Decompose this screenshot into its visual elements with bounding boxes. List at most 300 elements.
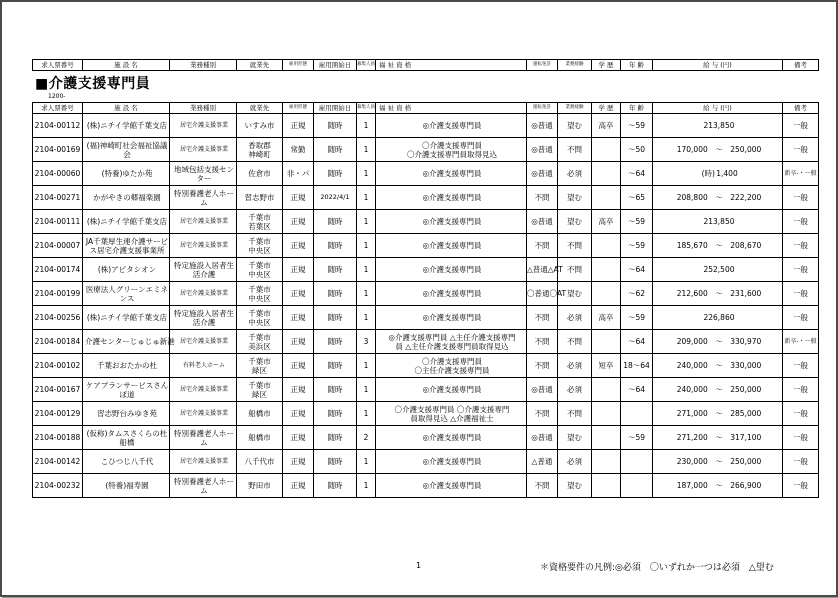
business-type-cell: 居宅介護支援事業 (170, 330, 237, 354)
education-cell (592, 186, 621, 210)
age-cell (621, 402, 653, 426)
salary-min: 185,670 (676, 241, 708, 250)
qualification-line: ◎介護支援専門員 (422, 121, 482, 130)
headcount-cell: 1 (357, 354, 376, 378)
work-location-line: 千葉市 (248, 260, 271, 270)
job-id-cell: 2104-00271 (33, 186, 83, 210)
salary-cell (653, 354, 783, 378)
business-type-cell: 居宅介護支援事業 (170, 138, 237, 162)
job-id-cell: 2104-00007 (33, 234, 83, 258)
qualification-line: 員 △主任介護支援専門員取得見込 (395, 341, 509, 351)
salary-max: 266,900 (730, 481, 762, 490)
employment-type-cell: 正規 (283, 402, 314, 426)
start-date-cell: 随時 (314, 234, 357, 258)
header-cell: 給 与 (円) (653, 60, 783, 71)
facility-name-cell: (特養)福寿園 (83, 474, 170, 498)
work-location-cell (237, 402, 283, 426)
start-date-cell: 随時 (314, 306, 357, 330)
business-type-cell: 特別養護老人ホーム (170, 474, 237, 498)
salary-cell (653, 186, 783, 210)
headcount-cell: 1 (357, 138, 376, 162)
work-location-cell (237, 186, 283, 210)
qualification-line: 員取得見込 △介護福祉士 (410, 413, 494, 423)
remarks-cell: 一般 (783, 378, 819, 402)
license-cell (527, 234, 558, 258)
employment-type-cell: 正規 (283, 450, 314, 474)
header-cell: 就業先 (237, 103, 283, 114)
remarks-cell: 新卒-・一般 (783, 162, 819, 186)
headcount-cell: 2 (357, 426, 376, 450)
experience-cell: 不問 (558, 258, 592, 282)
top-header-table (32, 59, 819, 71)
facility-name-cell: JA千葉厚生連介護サービス居宅介護支援事業所 (83, 234, 170, 258)
headcount-cell: 1 (357, 474, 376, 498)
age-cell: ～59 (621, 306, 653, 330)
age-cell: ～50 (621, 138, 653, 162)
age-cell (621, 450, 653, 474)
work-location-line: 若葉区 (248, 221, 271, 231)
salary-min: 213,850 (703, 121, 735, 130)
employment-type-cell: 正規 (283, 186, 314, 210)
header-cell: 業務経験 (558, 60, 592, 71)
salary-min: 1,400 (716, 169, 738, 178)
business-type-cell: 有料老人ホーム (170, 354, 237, 378)
business-type-cell: 地域包括支援センター (170, 162, 237, 186)
qualification-line: ◎介護支援専門員 (422, 457, 482, 466)
business-type-cell: 特定施設入居者生活介護 (170, 306, 237, 330)
header-cell: 業務種別 (170, 103, 237, 114)
employment-type-cell: 正規 (283, 378, 314, 402)
remarks-cell: 新卒-・一般 (783, 330, 819, 354)
headcount-cell: 1 (357, 234, 376, 258)
work-location-cell (237, 138, 283, 162)
experience-cell: 必須 (558, 162, 592, 186)
salary-cell (653, 114, 783, 138)
headcount-cell: 1 (357, 282, 376, 306)
work-location-cell (237, 306, 283, 330)
qualification-cell (376, 258, 527, 282)
qualification-line: ◎介護支援専門員 (422, 217, 482, 226)
salary-cell (653, 450, 783, 474)
license-cell (527, 354, 558, 378)
salary-min: 170,000 (676, 145, 708, 154)
header-cell: 年 齢 (621, 103, 653, 114)
table-row (33, 474, 819, 498)
salary-range-tilde: ～ (707, 289, 731, 298)
facility-name-cell: 医療法人グリーンエミネンス (83, 282, 170, 306)
salary-range-tilde: ～ (707, 409, 731, 418)
salary-cell (653, 210, 783, 234)
header-cell: 運転免許 (527, 103, 558, 114)
job-id-cell: 2104-00232 (33, 474, 83, 498)
qualification-line: 〇主任介護支援専門員 (414, 365, 490, 375)
employment-type-cell: 正規 (283, 282, 314, 306)
qualification-cell (376, 378, 527, 402)
work-location-cell (237, 378, 283, 402)
job-id-cell: 2104-00184 (33, 330, 83, 354)
salary-range-tilde: ～ (707, 145, 731, 154)
license-cell (527, 186, 558, 210)
job-id-cell: 2104-00167 (33, 378, 83, 402)
header-cell: 就業先 (237, 60, 283, 71)
salary-cell (653, 234, 783, 258)
salary-min: 226,860 (703, 313, 735, 322)
qualification-line: ◎介護支援専門員 (422, 481, 482, 490)
salary-min: 240,000 (676, 385, 708, 394)
header-cell: 給 与 (円) (653, 103, 783, 114)
qualification-line: ◎介護支援専門員 (422, 289, 482, 298)
headcount-cell: 1 (357, 378, 376, 402)
start-date-cell: 随時 (314, 354, 357, 378)
start-date-cell: 随時 (314, 162, 357, 186)
employment-type-cell: 正規 (283, 306, 314, 330)
header-cell: 業務種別 (170, 60, 237, 71)
license-line: 不問 (534, 337, 550, 346)
work-location-line: 千葉市 (248, 212, 271, 222)
work-location-cell (237, 210, 283, 234)
header-cell: 雇用開始日 (314, 103, 357, 114)
license-line: 〇普通 (527, 289, 550, 298)
employment-type-cell: 正規 (283, 210, 314, 234)
remarks-cell: 一般 (783, 426, 819, 450)
work-location-line: 千葉市 (248, 308, 271, 318)
experience-cell: 望む (558, 114, 592, 138)
qualification-cell (376, 186, 527, 210)
license-line: △普通 (527, 265, 548, 274)
table-row (33, 234, 819, 258)
employment-type-cell: 正規 (283, 234, 314, 258)
education-cell: 高卒 (592, 306, 621, 330)
qualification-cell (376, 330, 527, 354)
work-location-line: 緑区 (252, 365, 267, 375)
header-cell: 福 祉 資 格 (376, 103, 527, 114)
business-type-cell: 特別養護老人ホーム (170, 186, 237, 210)
header-cell: 求人票番号 (33, 60, 83, 71)
age-cell (621, 474, 653, 498)
experience-cell: 不問 (558, 402, 592, 426)
business-type-cell: 居宅介護支援事業 (170, 450, 237, 474)
facility-name-cell: 習志野台みゆき苑 (83, 402, 170, 426)
experience-cell: 不問 (558, 234, 592, 258)
table-header-row (33, 103, 819, 114)
employment-type-cell: 正規 (283, 474, 314, 498)
salary-max: 222,200 (730, 193, 762, 202)
remarks-cell: 一般 (783, 306, 819, 330)
table-row (33, 426, 819, 450)
facility-name-cell: こひつじ八千代 (83, 450, 170, 474)
employment-type-cell: 正規 (283, 114, 314, 138)
experience-cell: 不問 (558, 330, 592, 354)
salary-range-tilde: ～ (707, 385, 731, 394)
work-location-cell (237, 354, 283, 378)
salary-range-tilde: ～ (707, 433, 731, 442)
qualification-cell (376, 234, 527, 258)
headcount-cell: 1 (357, 450, 376, 474)
start-date-cell: 随時 (314, 378, 357, 402)
qualification-cell (376, 138, 527, 162)
headcount-cell: 1 (357, 306, 376, 330)
license-line: 不問 (534, 313, 550, 322)
salary-range-tilde: ～ (707, 241, 731, 250)
education-cell (592, 282, 621, 306)
license-cell (527, 450, 558, 474)
header-cell: 福 祉 資 格 (376, 60, 527, 71)
work-location-cell (237, 114, 283, 138)
salary-max: 250,000 (730, 385, 762, 394)
work-location-line: 香取郡 (248, 140, 271, 150)
job-id-cell: 2104-00129 (33, 402, 83, 426)
salary-cell (653, 138, 783, 162)
work-location-cell (237, 474, 283, 498)
salary-min: 208,800 (676, 193, 708, 202)
employment-type-cell: 正規 (283, 426, 314, 450)
facility-name-cell: (株)ニチイ学館千葉支店 (83, 210, 170, 234)
license-cell (527, 114, 558, 138)
salary-max: 285,000 (730, 409, 762, 418)
salary-cell (653, 162, 783, 186)
work-location-line: 船橋市 (248, 409, 271, 418)
salary-max: 330,000 (730, 361, 762, 370)
salary-range-tilde: ～ (707, 361, 731, 370)
remarks-cell: 一般 (783, 138, 819, 162)
age-cell: ～64 (621, 330, 653, 354)
age-cell: ～65 (621, 186, 653, 210)
work-location-cell (237, 162, 283, 186)
salary-min: 187,000 (676, 481, 708, 490)
start-date-cell: 随時 (314, 282, 357, 306)
work-location-line: 緑区 (252, 389, 267, 399)
job-id-cell: 2104-00142 (33, 450, 83, 474)
work-location-line: 八千代市 (244, 457, 275, 466)
facility-name-cell: (特養)ゆたか苑 (83, 162, 170, 186)
job-id-cell: 2104-00256 (33, 306, 83, 330)
age-cell: ～59 (621, 210, 653, 234)
business-type-cell: 居宅介護支援事業 (170, 114, 237, 138)
job-id-cell: 2104-00188 (33, 426, 83, 450)
work-location-cell (237, 330, 283, 354)
job-id-cell: 2104-00111 (33, 210, 83, 234)
salary-max: 317,100 (730, 433, 762, 442)
salary-min: 252,500 (703, 265, 735, 274)
education-cell (592, 378, 621, 402)
experience-cell: 必須 (558, 378, 592, 402)
qualification-line: 〇介護支援専門員 (422, 140, 482, 150)
work-location-line: 千葉市 (248, 284, 271, 294)
work-location-line: 船橋市 (248, 433, 271, 442)
start-date-cell: 随時 (314, 258, 357, 282)
license-line: 不問 (534, 241, 550, 250)
experience-cell: 望む (558, 474, 592, 498)
job-id-cell: 2104-00060 (33, 162, 83, 186)
header-cell: 雇用開始日 (314, 60, 357, 71)
education-cell (592, 474, 621, 498)
qualification-cell (376, 282, 527, 306)
remarks-cell: 一般 (783, 234, 819, 258)
work-location-line: いすみ市 (244, 121, 275, 130)
header-cell: 運転免許 (527, 60, 558, 71)
education-cell (592, 258, 621, 282)
salary-min: 212,600 (676, 289, 708, 298)
top-header-row (33, 60, 819, 71)
education-cell: 高卒 (592, 114, 621, 138)
start-date-cell: 随時 (314, 474, 357, 498)
salary-cell (653, 258, 783, 282)
table-row (33, 306, 819, 330)
remarks-cell: 一般 (783, 210, 819, 234)
start-date-cell: 随時 (314, 402, 357, 426)
facility-name-cell: (福)神崎町社会福祉協議会 (83, 138, 170, 162)
remarks-cell: 一般 (783, 354, 819, 378)
license-line: △AT (547, 265, 563, 274)
license-line: 不問 (534, 361, 550, 370)
license-line: ◎普通 (531, 385, 553, 394)
salary-max: 330,970 (730, 337, 762, 346)
start-date-cell: 随時 (314, 450, 357, 474)
salary-min: 240,000 (676, 361, 708, 370)
table-row (33, 162, 819, 186)
start-date-cell: 随時 (314, 330, 357, 354)
license-line: ◎普通 (531, 169, 553, 178)
work-location-line: 習志野市 (244, 193, 275, 202)
license-line: 〇AT (549, 289, 567, 298)
experience-cell: 望む (558, 186, 592, 210)
salary-min: 271,200 (676, 433, 708, 442)
table-row (33, 258, 819, 282)
work-location-line: 神崎町 (248, 149, 271, 159)
qualification-cell (376, 306, 527, 330)
headcount-cell: 1 (357, 258, 376, 282)
table-row (33, 114, 819, 138)
salary-cell (653, 330, 783, 354)
age-cell: ～59 (621, 234, 653, 258)
salary-range-tilde: ～ (707, 481, 731, 490)
facility-name-cell: (株)アピタシオン (83, 258, 170, 282)
license-cell (527, 258, 563, 282)
salary-range-tilde: ～ (707, 337, 731, 346)
education-cell (592, 426, 621, 450)
business-type-cell: 居宅介護支援事業 (170, 210, 237, 234)
work-location-line: 千葉市 (248, 332, 271, 342)
work-location-cell (237, 450, 283, 474)
age-cell: ～64 (621, 162, 653, 186)
age-cell: ～62 (621, 282, 653, 306)
work-location-cell (237, 426, 283, 450)
table-row (33, 354, 819, 378)
salary-range-tilde: ～ (707, 193, 731, 202)
license-line: 不問 (534, 409, 550, 418)
header-cell: 業務経験 (558, 103, 592, 114)
license-cell (527, 306, 558, 330)
facility-name-cell: かがやきの郷福楽園 (83, 186, 170, 210)
qualification-legend: ＊資格要件の凡例:◎必須 〇いずれか一つは必須 △望む (540, 563, 774, 573)
experience-cell: 望む (558, 426, 592, 450)
work-location-line: 千葉市 (248, 356, 271, 366)
job-id-cell: 2104-00174 (33, 258, 83, 282)
experience-cell: 必須 (558, 306, 592, 330)
headcount-cell: 3 (357, 330, 376, 354)
salary-cell (653, 474, 783, 498)
remarks-cell: 一般 (783, 474, 819, 498)
facility-name-cell: 千葉おおたかの杜 (83, 354, 170, 378)
qualification-cell (376, 474, 527, 498)
table-row (33, 138, 819, 162)
age-cell: ～59 (621, 114, 653, 138)
start-date-cell: 随時 (314, 426, 357, 450)
business-type-cell: 居宅介護支援事業 (170, 402, 237, 426)
header-cell: 学 歴 (592, 103, 621, 114)
job-id-cell: 2104-00169 (33, 138, 83, 162)
table-row (33, 210, 819, 234)
qualification-line: ◎介護支援専門員 (422, 241, 482, 250)
salary-cell (653, 426, 783, 450)
remarks-cell: 一般 (783, 258, 819, 282)
work-location-line: 美浜区 (248, 341, 271, 351)
work-location-cell (237, 282, 283, 306)
license-cell (527, 162, 558, 186)
table-row (33, 282, 819, 306)
remarks-cell: 一般 (783, 114, 819, 138)
work-location-cell (237, 258, 283, 282)
header-cell: 雇用形態 (283, 60, 314, 71)
salary-max: 208,670 (730, 241, 762, 250)
work-location-line: 中央区 (248, 245, 271, 255)
salary-unit-note: (時) (701, 169, 715, 178)
qualification-line: ◎介護支援専門員 (422, 193, 482, 202)
employment-type-cell: 正規 (283, 354, 314, 378)
salary-max: 250,000 (730, 145, 762, 154)
table-row (33, 450, 819, 474)
employment-type-cell: 正規 (283, 258, 314, 282)
facility-name-cell: (株)ニチイ学館千葉支店 (83, 306, 170, 330)
qualification-line: 〇介護支援専門員 (422, 356, 482, 366)
start-date-cell: 随時 (314, 210, 357, 234)
experience-cell: 望む (558, 282, 592, 306)
remarks-cell: 一般 (783, 282, 819, 306)
qualification-line: ◎介護支援専門員 (422, 169, 482, 178)
education-cell: 短卒 (592, 354, 621, 378)
headcount-cell: 1 (357, 162, 376, 186)
work-location-line: 中央区 (248, 293, 271, 303)
salary-max: 250,000 (730, 457, 762, 466)
license-cell (527, 474, 558, 498)
work-location-line: 千葉市 (248, 380, 271, 390)
remarks-cell: 一般 (783, 450, 819, 474)
employment-type-cell: 非・パ (283, 162, 314, 186)
page-number: 1 (416, 561, 422, 570)
headcount-cell: 1 (357, 210, 376, 234)
license-line: ◎普通 (531, 121, 553, 130)
qualification-line: ◎介護支援専門員 △主任介護支援専門 (388, 332, 516, 342)
experience-cell: 望む (558, 210, 592, 234)
start-date-cell: 随時 (314, 138, 357, 162)
qualification-cell (376, 210, 527, 234)
license-line: ◎普通 (531, 145, 553, 154)
salary-max: 231,600 (730, 289, 762, 298)
work-location-line: 中央区 (248, 269, 271, 279)
license-line: 不問 (534, 193, 550, 202)
qualification-line: ◎介護支援専門員 (422, 433, 482, 442)
facility-name-cell: (株)ニチイ学館千葉支店 (83, 114, 170, 138)
job-id-cell: 2104-00112 (33, 114, 83, 138)
header-cell: 備考 (783, 60, 819, 71)
salary-cell (653, 402, 783, 426)
age-cell: 18～64 (621, 354, 653, 378)
salary-cell (653, 306, 783, 330)
license-line: ◎普通 (531, 217, 553, 226)
license-cell (527, 378, 558, 402)
business-type-cell: 特別養護老人ホーム (170, 426, 237, 450)
qualification-line: 〇介護支援専門員 〇介護支援専門 (394, 404, 510, 414)
